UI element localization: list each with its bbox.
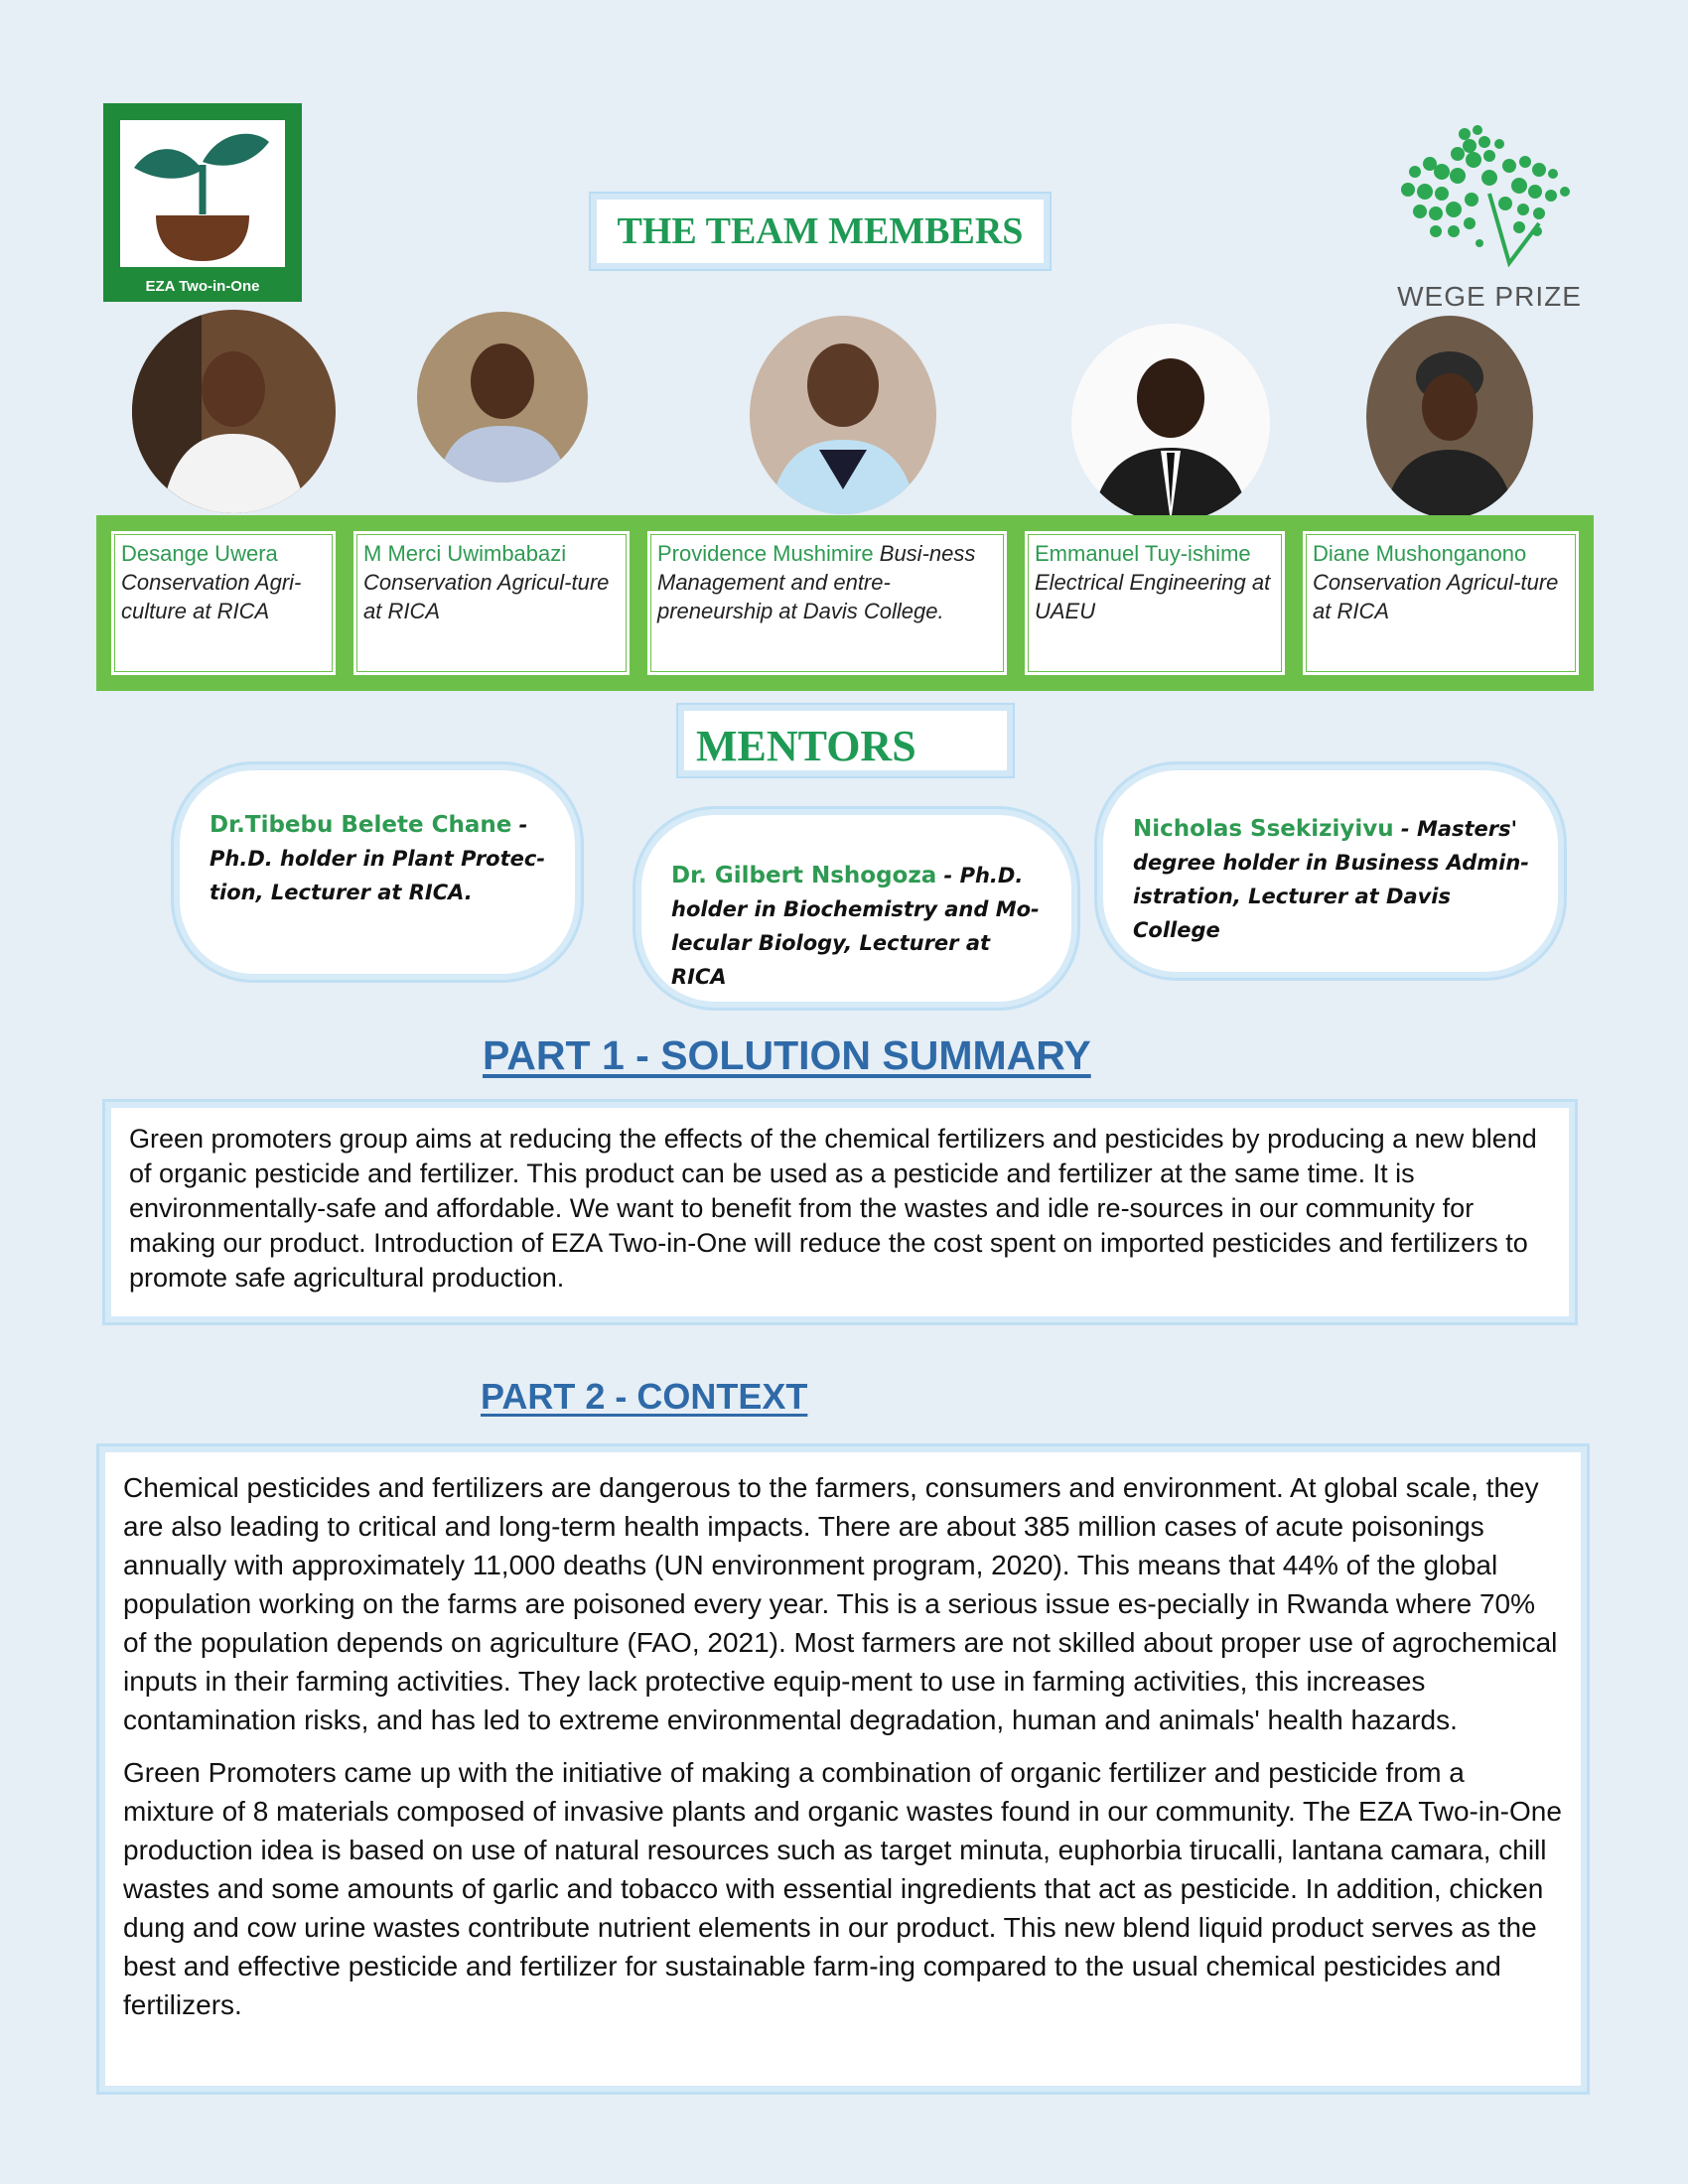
- mentor-description: Ph.D. holder in Biochemistry and Mo-lecular Biology, Lecturer at RICA: [671, 864, 1040, 989]
- seedling-icon: [120, 120, 285, 267]
- mentor-description: Ph.D. holder in Plant Protec-tion, Lecturer at RICA.: [210, 847, 546, 904]
- member-photo-providence: [750, 316, 936, 514]
- team-members-title: THE TEAM MEMBERS: [591, 194, 1050, 269]
- solution-summary-text: Green promoters group aims at reducing the effects of the chemical fertilizers and pesticides by producing a new blend of organic pesticide and fertilizer. This product can be used as a pesticide and fertilizer at the same time. It is environmentally-safe and affordable. We want to benefit from the wastes and idle re-sources in our community for making our product. Introduction of EZA Two-in-One will reduce the cost spent on imported pesticides and fertilizers to promote safe agricultural production.: [129, 1124, 1537, 1293]
- team-member-card: [638, 528, 1016, 678]
- mentor-card: [635, 809, 1077, 1008]
- leaf-icon: [1370, 114, 1609, 273]
- eza-logo-label: EZA Two-in-One: [145, 278, 260, 295]
- member-photo-desange: [132, 310, 336, 513]
- member-name: Diane Mushonganono: [1313, 541, 1527, 566]
- member-name: Emmanuel Tuy-ishime: [1035, 541, 1251, 566]
- member-name: M Merci Uwimbabazi: [363, 541, 567, 566]
- team-members-row: [96, 515, 1594, 691]
- mentor-name: Dr.Tibebu Belete Chane: [210, 812, 512, 838]
- member-role: Busi-ness Management and entre-preneurship at Davis College.: [657, 541, 976, 623]
- context-paragraph: Green Promoters came up with the initiative of making a combination of organic fertilizer and pesticide from a mixture of 8 materials composed of invasive plants and organic wastes found in our community. The EZA Two-in-One production idea is based on use of natural resources such as target minuta, euphorbia tirucalli, lantana camara, chill wastes and some amounts of garlic and tobacco with essential ingredients that act as pesticide. In addition, chicken dung and cow urine wastes contribute nutrient elements in our product. This new blend liquid product serves as the best and effective pesticide and fertilizer for sustainable farm-ing compared to the usual chemical pesticides and fertilizers.: [123, 1757, 1562, 2020]
- part2-heading: PART 2 - CONTEXT: [481, 1376, 808, 1417]
- team-member-card: [1294, 528, 1588, 678]
- mentor-separator: -: [511, 813, 528, 837]
- mentor-separator: -: [1393, 817, 1417, 841]
- part1-heading: PART 1 - SOLUTION SUMMARY: [483, 1032, 1091, 1078]
- member-name: Providence Mushimire: [657, 541, 874, 566]
- mentor-separator: -: [936, 864, 960, 887]
- member-photo-diane: [1366, 316, 1533, 518]
- member-photo-merci: [417, 312, 588, 482]
- member-name: Desange Uwera: [121, 541, 278, 566]
- member-role: Conservation Agricul-ture at RICA: [1313, 570, 1559, 623]
- wege-prize-label: WEGE PRIZE: [1397, 281, 1582, 312]
- member-role: Conservation Agricul-ture at RICA: [363, 570, 610, 623]
- mentors-title: MENTORS: [678, 705, 1013, 776]
- mentor-name: Nicholas Ssekiziyivu: [1133, 816, 1394, 842]
- team-member-card: [1016, 528, 1294, 678]
- member-photo-emmanuel: [1071, 324, 1270, 522]
- mentor-card: [1097, 764, 1564, 978]
- mentor-name: Dr. Gilbert Nshogoza: [671, 863, 937, 888]
- member-role: Electrical Engineering at UAEU: [1035, 570, 1271, 623]
- mentor-description: Masters' degree holder in Business Admin-istration, Lecturer at Davis College: [1133, 817, 1529, 942]
- context-box: [99, 1446, 1587, 2092]
- member-role: Conservation Agri-culture at RICA: [121, 570, 302, 623]
- solution-summary-box: [105, 1102, 1575, 1322]
- team-member-card: [102, 528, 345, 678]
- mentor-card: [174, 764, 581, 980]
- wege-prize-logo: [1370, 114, 1609, 313]
- team-member-card: [345, 528, 638, 678]
- eza-two-in-one-logo: [103, 103, 302, 302]
- context-paragraph: Chemical pesticides and fertilizers are dangerous to the farmers, consumers and environment. At global scale, they are also leading to critical and long-term health impacts. There are about 385 million cases of acute poisonings annually with approximately 11,000 deaths (UN environment program, 2020). This means that 44% of the global population working on the farms are poisoned every year. This is a serious issue es-pecially in Rwanda where 70% of the population depends on agriculture (FAO, 2021). Most farmers are not skilled about proper use of agrochemical inputs in their farming activities. They lack protective equip-ment to use in farming activities, this increases contamination risks, and has led to extreme environmental degradation, human and animals' health hazards.: [123, 1472, 1558, 1735]
